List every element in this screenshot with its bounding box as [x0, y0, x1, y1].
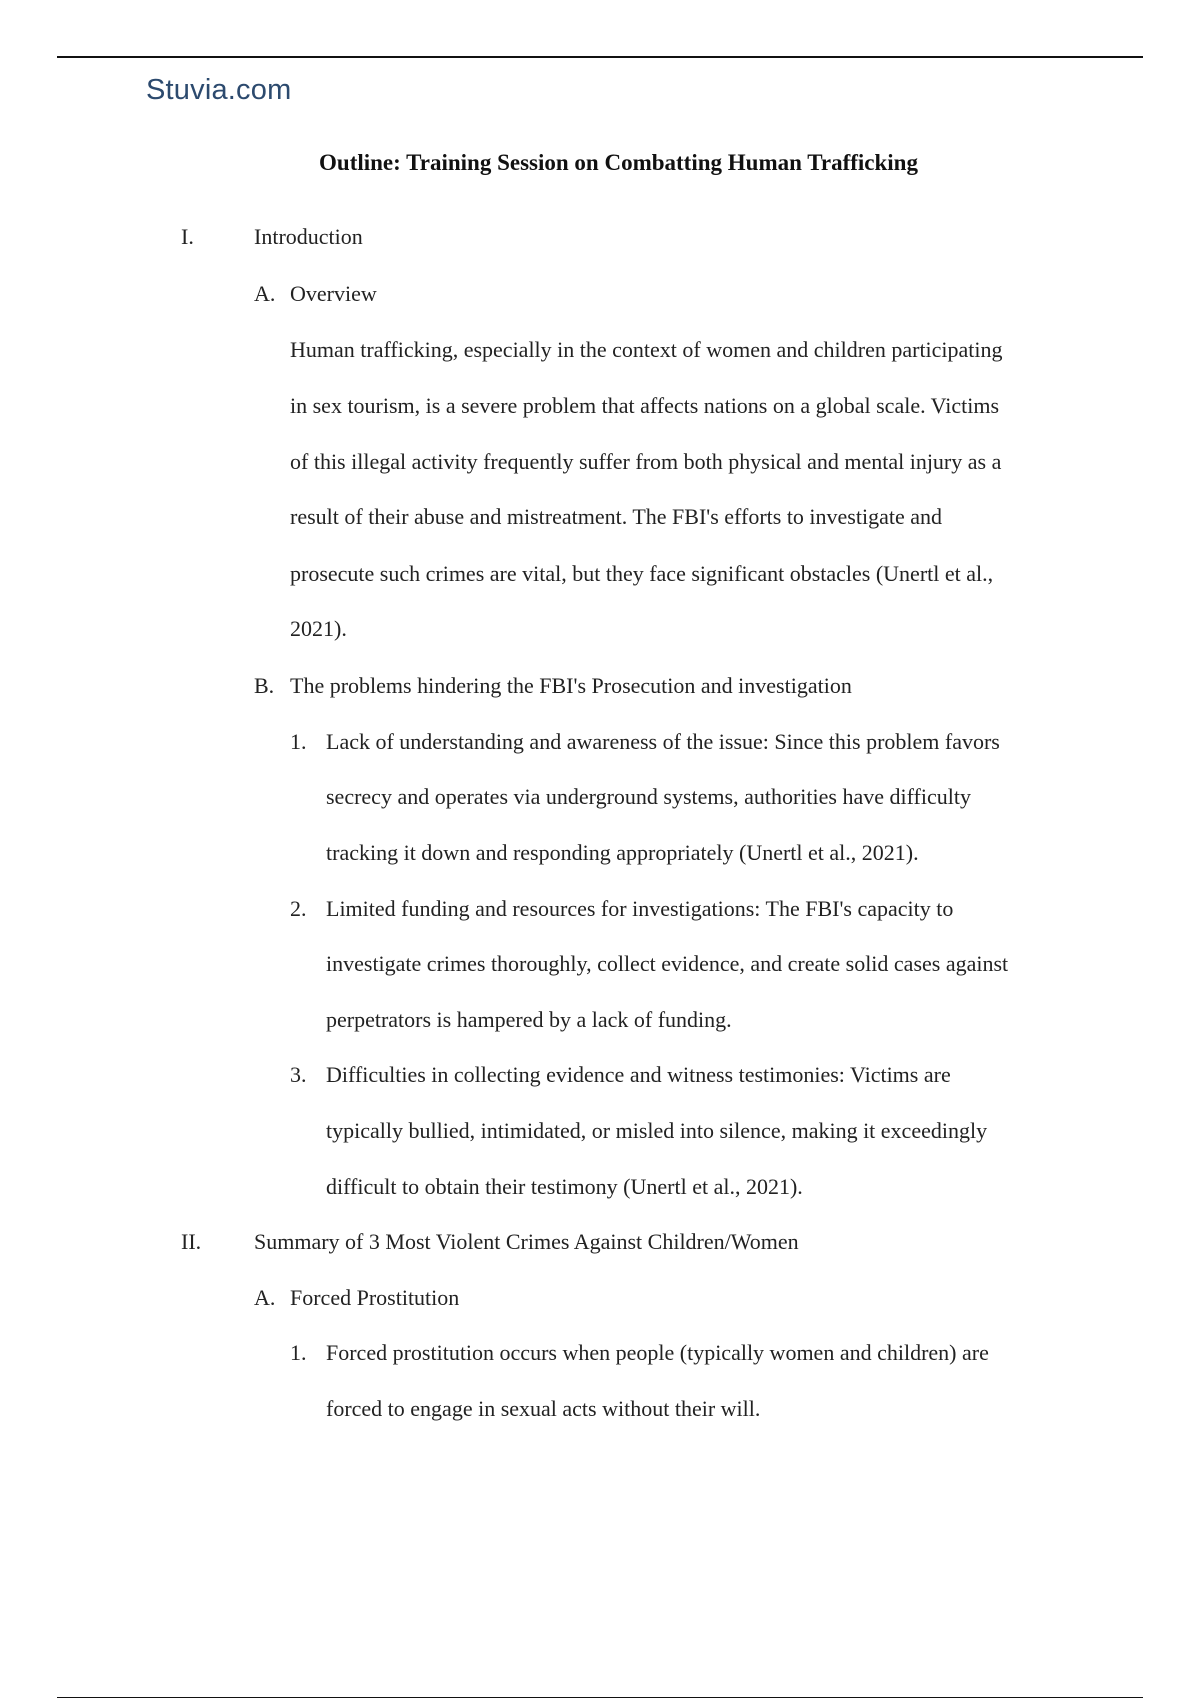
section-1-numeral: I. [181, 224, 194, 249]
overview-line: prosecute such crimes are vital, but they face significant obstacles (Unertl et al., [290, 561, 994, 586]
problem-1-number: 1. [290, 729, 307, 754]
section-1b-heading: The problems hindering the FBI's Prosecution and investigation [290, 673, 852, 698]
problem-3-line: typically bullied, intimidated, or misled into silence, making it exceedingly [326, 1118, 988, 1143]
problem-2-line: investigate crimes thoroughly, collect evidence, and create solid cases against [326, 951, 1009, 976]
problem-1-line: secrecy and operates via underground systems, authorities have difficulty [326, 784, 971, 809]
crime-1-line: Forced prostitution occurs when people (typically women and children) are [326, 1340, 989, 1365]
crime-1-line: forced to engage in sexual acts without their will. [326, 1396, 761, 1421]
overview-line: 2021). [290, 616, 347, 641]
overview-line: in sex tourism, is a severe problem that affects nations on a global scale. Victims [290, 393, 1000, 418]
overview-line: result of their abuse and mistreatment. The FBI's efforts to investigate and [290, 504, 942, 529]
section-1a-letter: A. [254, 281, 276, 306]
problem-2-line: Limited funding and resources for investigations: The FBI's capacity to [326, 896, 954, 921]
problem-3-line: Difficulties in collecting evidence and witness testimonies: Victims are [326, 1062, 951, 1087]
section-2-numeral: II. [181, 1229, 202, 1254]
section-2a-heading: Forced Prostitution [290, 1285, 460, 1310]
problem-3-number: 3. [290, 1062, 307, 1087]
section-1a-heading: Overview [290, 281, 377, 306]
problem-1-line: tracking it down and responding appropriately (Unertl et al., 2021). [326, 840, 919, 865]
brand-watermark[interactable]: Stuvia.com [146, 74, 292, 106]
crime-1-number: 1. [290, 1340, 307, 1365]
section-1-heading: Introduction [254, 224, 363, 249]
problem-3-line: difficult to obtain their testimony (Unertl et al., 2021). [326, 1174, 803, 1199]
document-title: Outline: Training Session on Combatting Human Trafficking [319, 150, 918, 175]
problem-1-line: Lack of understanding and awareness of the issue: Since this problem favors [326, 729, 1000, 754]
problem-2-line: perpetrators is hampered by a lack of funding. [326, 1007, 732, 1032]
overview-line: of this illegal activity frequently suffer from both physical and mental injury as a [290, 449, 1002, 474]
overview-line: Human trafficking, especially in the context of women and children participating [290, 337, 1003, 362]
bottom-rule [57, 1697, 1143, 1698]
problem-2-number: 2. [290, 896, 307, 921]
section-2-heading: Summary of 3 Most Violent Crimes Against Children/Women [254, 1229, 799, 1254]
section-2a-letter: A. [254, 1285, 276, 1310]
section-1b-letter: B. [254, 673, 275, 698]
top-rule [57, 56, 1143, 58]
